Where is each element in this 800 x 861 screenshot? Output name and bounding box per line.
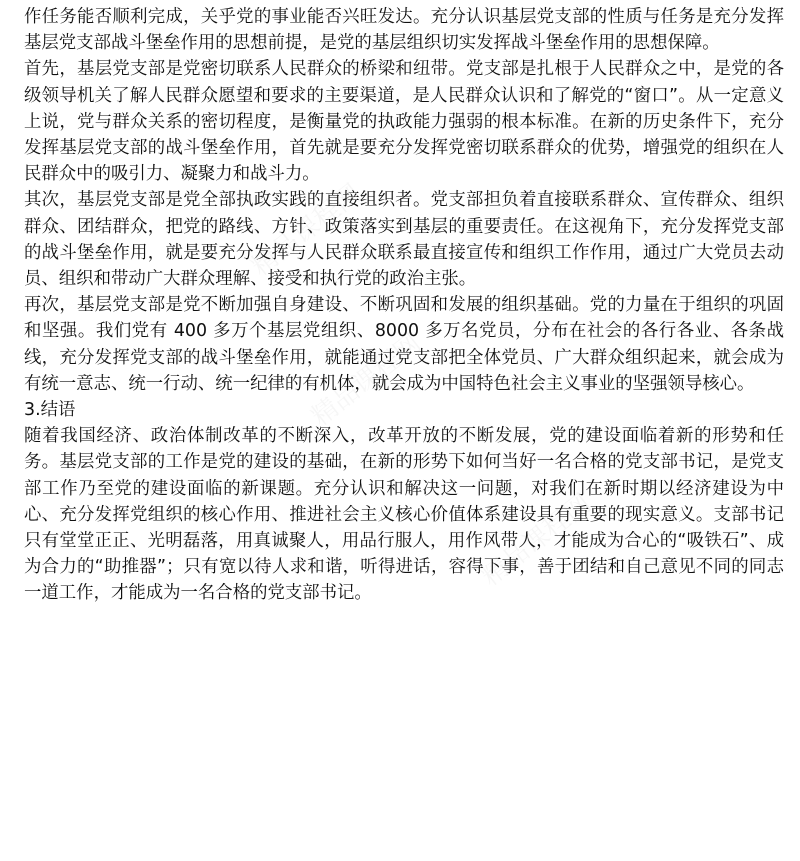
paragraph-first-point: 首先，基层党支部是党密切联系人民群众的桥梁和纽带。党支部是扎根于人民群众之中，是党的各级领导机关了解人民群众愿望和要求的主要渠道，是人民群众认识和了解党的“窗口”。从一定意义上说，党与群众关系的密切程度，是衡量党的执政能力强弱的根本标准。在新的历史条件下，充分发挥基层党支部的战斗堡垒作用，首先就是要充分发挥党密切联系群众的优势，增强党的组织在人民群众中的吸引力、凝聚力和战斗力。 <box>24 59 784 185</box>
section-heading-conclusion: 3.结语 <box>24 400 76 421</box>
paragraph-intro-continuation: 作任务能否顺利完成，关乎党的事业能否兴旺发达。充分认识基层党支部的性质与任务是充分发挥基层党支部战斗堡垒作用的思想前提，是党的基层组织切实发挥战斗堡垒作用的思想保障。 <box>24 7 784 54</box>
document-body <box>24 4 784 607</box>
paragraph-third-point: 再次，基层党支部是党不断加强自身建设、不断巩固和发展的组织基础。党的力量在于组织的巩固和坚强。我们党有 400 多万个基层党组织、8000 多万名党员，分布在社会的各行各业、各条战线，充分发挥党支部的战斗堡垒作用，就能通过党支部把全体党员、广大群众组织起来，就会成为有统一意志、统一行动、统一纪律的有机体，就会成为中国特色社会主义事业的坚强领导核心。 <box>24 295 784 394</box>
paragraph-conclusion: 随着我国经济、政治体制改革的不断深入，改革开放的不断发展，党的建设面临着新的形势和任务。基层党支部的工作是党的建设的基础，在新的形势下如何当好一名合格的党支部书记，是党支部工作乃至党的建设面临的新课题。充分认识和解决这一问题，对我们在新时期以经济建设为中心、充分发挥党组织的核心作用、推进社会主义核心价值体系建设具有重要的现实意义。支部书记只有堂堂正正、光明磊落，用真诚聚人，用品行服人，用作风带人，才能成为合心的“吸铁石”、成为合力的“助推器”；只有宽以待人求和谐，听得进话，容得下事，善于团结和自己意见不同的同志一道工作，才能成为一名合格的党支部书记。 <box>24 426 784 604</box>
paragraph-second-point: 其次，基层党支部是党全部执政实践的直接组织者。党支部担负着直接联系群众、宣传群众、组织群众、团结群众，把党的路线、方针、政策落实到基层的重要责任。在这视角下，充分发挥党支部的战斗堡垒作用，就是要充分发挥与人民群众联系最直接宣传和组织工作作用，通过广大党员去动员、组织和带动广大群众理解、接受和执行党的政治主张。 <box>24 190 784 290</box>
